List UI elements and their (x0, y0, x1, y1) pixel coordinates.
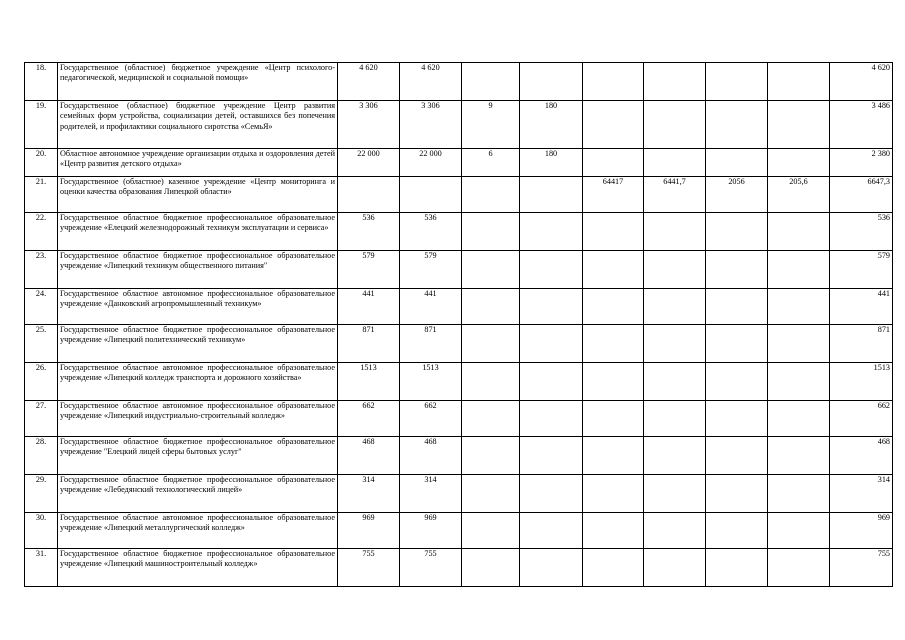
value-col-6 (644, 363, 706, 401)
value-col-6 (644, 149, 706, 177)
value-col-6 (644, 475, 706, 513)
value-col-5 (583, 363, 644, 401)
institution-name: Государственное областное бюджетное профессиональное образовательное учреждение «Липецкий машиностроительный колледж» (58, 549, 338, 587)
value-col-1: 1513 (338, 363, 400, 401)
value-col-4 (520, 437, 583, 475)
institution-name: Областное автономное учреждение организации отдыха и оздоровления детей «Центр развития детского отдыха» (58, 149, 338, 177)
row-number: 24. (25, 289, 58, 325)
value-col-6 (644, 325, 706, 363)
institution-name: Государственное областное автономное профессиональное образовательное учреждение «Липецкий индустриально-строительный колледж» (58, 401, 338, 437)
value-col-5 (583, 251, 644, 289)
value-col-8 (768, 325, 830, 363)
value-col-1: 755 (338, 549, 400, 587)
row-number: 20. (25, 149, 58, 177)
institution-name: Государственное областное автономное профессиональное образовательное учреждение «Липецкий металлургический колледж» (58, 513, 338, 549)
value-col-5 (583, 289, 644, 325)
table-row (25, 363, 893, 401)
institution-name: Государственное областное автономное профессиональное образовательное учреждение «Липецкий колледж транспорта и дорожного хозяйства» (58, 363, 338, 401)
value-col-4 (520, 549, 583, 587)
total-value: 969 (830, 513, 893, 549)
value-col-4 (520, 401, 583, 437)
value-col-7 (706, 549, 768, 587)
total-value: 2 380 (830, 149, 893, 177)
row-number: 31. (25, 549, 58, 587)
value-col-2: 1513 (400, 363, 462, 401)
value-col-5 (583, 101, 644, 149)
total-value: 441 (830, 289, 893, 325)
value-col-2: 3 306 (400, 101, 462, 149)
value-col-2: 579 (400, 251, 462, 289)
budget-table (24, 62, 893, 587)
row-number: 27. (25, 401, 58, 437)
value-col-1: 4 620 (338, 63, 400, 101)
value-col-2: 662 (400, 401, 462, 437)
value-col-4 (520, 475, 583, 513)
value-col-4: 180 (520, 149, 583, 177)
value-col-7 (706, 251, 768, 289)
value-col-8 (768, 513, 830, 549)
institution-name: Государственное областное бюджетное профессиональное образовательное учреждение «Липецкий политехнический техникум» (58, 325, 338, 363)
value-col-6 (644, 213, 706, 251)
value-col-2: 755 (400, 549, 462, 587)
value-col-8 (768, 437, 830, 475)
row-number: 26. (25, 363, 58, 401)
value-col-7 (706, 63, 768, 101)
value-col-8 (768, 149, 830, 177)
value-col-7 (706, 149, 768, 177)
row-number: 22. (25, 213, 58, 251)
value-col-1: 468 (338, 437, 400, 475)
total-value: 4 620 (830, 63, 893, 101)
total-value: 6647,3 (830, 177, 893, 213)
value-col-3 (462, 475, 520, 513)
value-col-3 (462, 401, 520, 437)
value-col-3 (462, 289, 520, 325)
row-number: 29. (25, 475, 58, 513)
value-col-7 (706, 325, 768, 363)
value-col-4 (520, 513, 583, 549)
value-col-1: 536 (338, 213, 400, 251)
table-row (25, 149, 893, 177)
value-col-3 (462, 363, 520, 401)
value-col-8 (768, 363, 830, 401)
value-col-6: 6441,7 (644, 177, 706, 213)
value-col-8 (768, 475, 830, 513)
value-col-3 (462, 513, 520, 549)
value-col-6 (644, 289, 706, 325)
value-col-2 (400, 177, 462, 213)
institution-name: Государственное областное бюджетное профессиональное образовательное учреждение "Елецкий лицей сферы бытовых услуг" (58, 437, 338, 475)
value-col-7 (706, 289, 768, 325)
value-col-8 (768, 401, 830, 437)
table-row (25, 437, 893, 475)
value-col-1: 579 (338, 251, 400, 289)
value-col-8 (768, 289, 830, 325)
total-value: 755 (830, 549, 893, 587)
value-col-5 (583, 401, 644, 437)
value-col-4 (520, 325, 583, 363)
value-col-1: 314 (338, 475, 400, 513)
value-col-3 (462, 213, 520, 251)
row-number: 18. (25, 63, 58, 101)
row-number: 21. (25, 177, 58, 213)
value-col-2: 314 (400, 475, 462, 513)
value-col-1: 871 (338, 325, 400, 363)
institution-name: Государственное областное бюджетное профессиональное образовательное учреждение «Лебедянский технологический лицей» (58, 475, 338, 513)
value-col-4 (520, 363, 583, 401)
table-row (25, 289, 893, 325)
table-row (25, 63, 893, 101)
value-col-6 (644, 63, 706, 101)
value-col-5 (583, 437, 644, 475)
value-col-2: 536 (400, 213, 462, 251)
total-value: 314 (830, 475, 893, 513)
value-col-1: 662 (338, 401, 400, 437)
value-col-7 (706, 101, 768, 149)
value-col-6 (644, 437, 706, 475)
value-col-3 (462, 325, 520, 363)
value-col-4 (520, 251, 583, 289)
value-col-3 (462, 177, 520, 213)
value-col-7 (706, 475, 768, 513)
institution-name: Государственное областное бюджетное профессиональное образовательное учреждение «Елецкий железнодорожный техникум эксплуатации и сервиса» (58, 213, 338, 251)
value-col-8 (768, 549, 830, 587)
value-col-5 (583, 513, 644, 549)
table-row (25, 325, 893, 363)
total-value: 662 (830, 401, 893, 437)
value-col-3: 9 (462, 101, 520, 149)
table-body (25, 63, 893, 587)
value-col-7 (706, 401, 768, 437)
value-col-4 (520, 213, 583, 251)
value-col-4 (520, 289, 583, 325)
table-row (25, 401, 893, 437)
value-col-5 (583, 149, 644, 177)
total-value: 536 (830, 213, 893, 251)
row-number: 19. (25, 101, 58, 149)
value-col-6 (644, 101, 706, 149)
value-col-2: 22 000 (400, 149, 462, 177)
total-value: 871 (830, 325, 893, 363)
value-col-3 (462, 549, 520, 587)
value-col-1: 441 (338, 289, 400, 325)
value-col-2: 969 (400, 513, 462, 549)
value-col-8 (768, 63, 830, 101)
value-col-5 (583, 325, 644, 363)
total-value: 579 (830, 251, 893, 289)
value-col-7: 2056 (706, 177, 768, 213)
value-col-7 (706, 363, 768, 401)
value-col-5 (583, 549, 644, 587)
value-col-3: 6 (462, 149, 520, 177)
institution-name: Государственное областное автономное профессиональное образовательное учреждение «Данковский агропромышленный техникум» (58, 289, 338, 325)
table-row (25, 101, 893, 149)
value-col-2: 468 (400, 437, 462, 475)
value-col-8 (768, 101, 830, 149)
value-col-3 (462, 251, 520, 289)
value-col-6 (644, 549, 706, 587)
value-col-1: 22 000 (338, 149, 400, 177)
value-col-5: 64417 (583, 177, 644, 213)
value-col-8 (768, 213, 830, 251)
row-number: 25. (25, 325, 58, 363)
value-col-5 (583, 213, 644, 251)
value-col-6 (644, 251, 706, 289)
value-col-1: 3 306 (338, 101, 400, 149)
value-col-7 (706, 513, 768, 549)
value-col-7 (706, 213, 768, 251)
value-col-4 (520, 177, 583, 213)
value-col-6 (644, 513, 706, 549)
value-col-3 (462, 437, 520, 475)
value-col-8 (768, 251, 830, 289)
table-row (25, 213, 893, 251)
value-col-4 (520, 63, 583, 101)
table-row (25, 177, 893, 213)
value-col-5 (583, 63, 644, 101)
total-value: 468 (830, 437, 893, 475)
value-col-2: 871 (400, 325, 462, 363)
institution-name: Государственное (областное) бюджетное учреждение «Центр психолого-педагогической, медицинской и социальной помощи» (58, 63, 338, 101)
value-col-1 (338, 177, 400, 213)
institution-name: Государственное (областное) казенное учреждение «Центр мониторинга и оценки качества образования Липецкой области» (58, 177, 338, 213)
value-col-8: 205,6 (768, 177, 830, 213)
value-col-6 (644, 401, 706, 437)
institution-name: Государственное (областное) бюджетное учреждение Центр развития семейных форм устройства, социализации детей, оставшихся без попечения родителей, и профилактики социального сиротства «СемьЯ» (58, 101, 338, 149)
row-number: 23. (25, 251, 58, 289)
total-value: 1513 (830, 363, 893, 401)
table-row (25, 475, 893, 513)
value-col-7 (706, 437, 768, 475)
table-row (25, 513, 893, 549)
value-col-4: 180 (520, 101, 583, 149)
table-row (25, 251, 893, 289)
value-col-2: 441 (400, 289, 462, 325)
row-number: 28. (25, 437, 58, 475)
institution-name: Государственное областное бюджетное профессиональное образовательное учреждение «Липецкий техникум общественного питания" (58, 251, 338, 289)
table-row (25, 549, 893, 587)
value-col-5 (583, 475, 644, 513)
row-number: 30. (25, 513, 58, 549)
value-col-1: 969 (338, 513, 400, 549)
value-col-3 (462, 63, 520, 101)
value-col-2: 4 620 (400, 63, 462, 101)
total-value: 3 486 (830, 101, 893, 149)
